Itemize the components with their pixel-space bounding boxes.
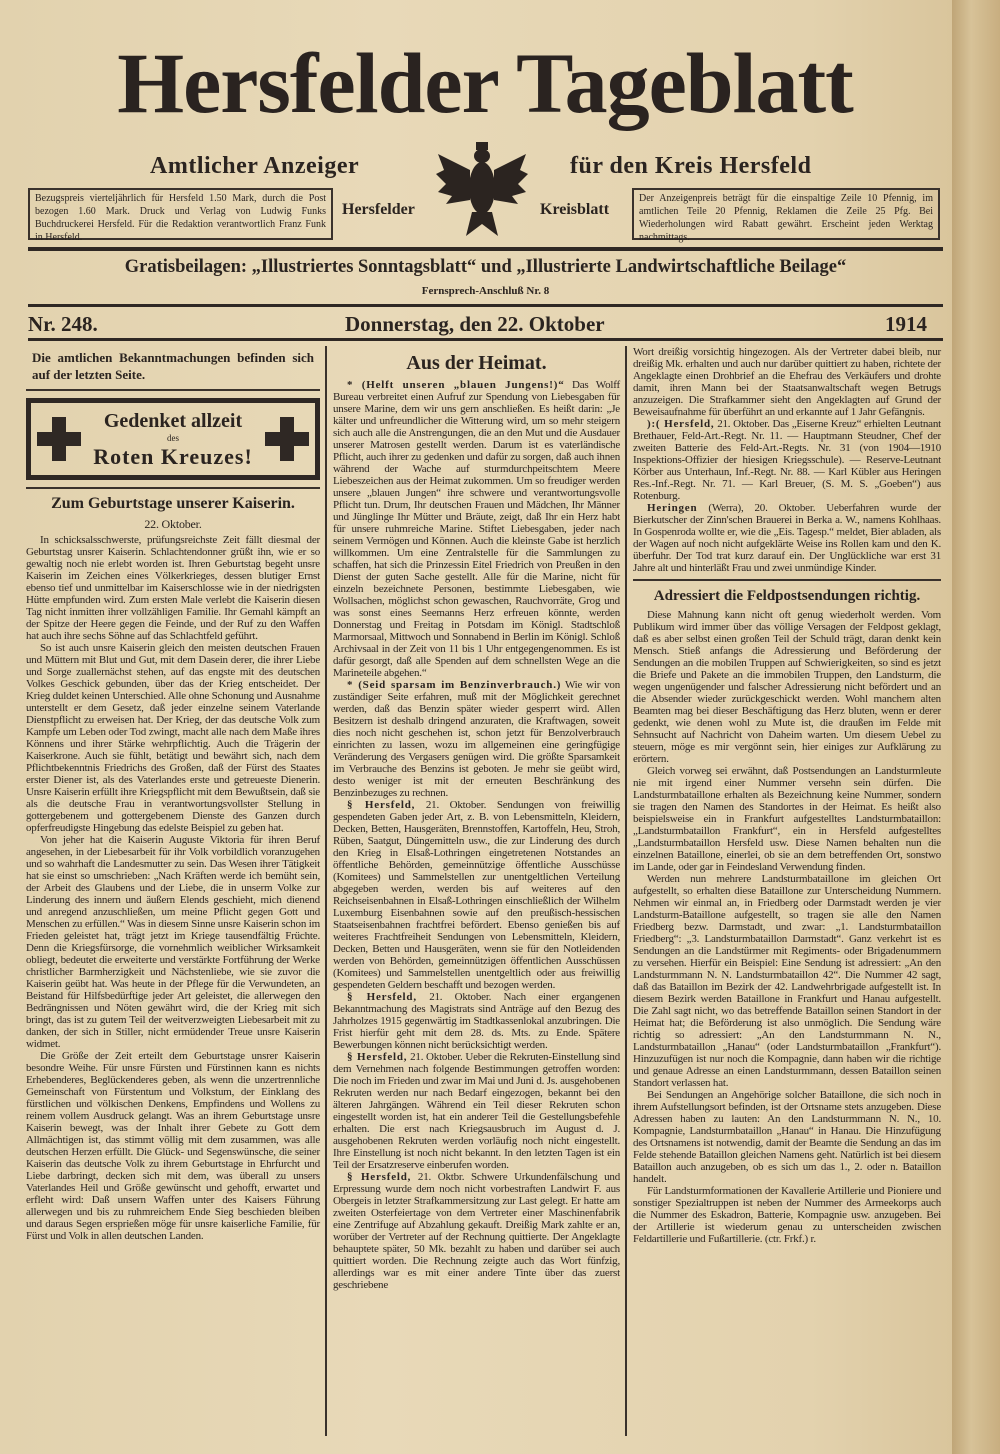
paragraph: Werden nun mehrere Landsturmbataillone im gleichen Ort aufgestellt, so erhalten diese Bataillone zur Unterscheidung Nummern. Nehmen wir einmal an, in Friedberg oder Darmstadt werden je vier Landsturm-Bataillone aufgestellt, so tragen sie alle den Namen Friedberg bezw. Darmstadt, und zwar: „1. Landsturmbataillon Friedberg“: „3. Landsturmbataillon Darmstadt“. Ganz verkehrt ist es Sendungen an die Landstürmer mit Regiments- oder Brigadenummern zu versehen. Hierfür ein Beispiel: Eine Sendung ist adressiert: „An den Landsturmmann N. N. Landsturmbataillon 42“. Die Nummer 42 sagt, daß das Bataillon im Bezirk der 42. Landwehrbrigade aufgestellt ist. In diesem Bezirk werden Bataillone in Frankfurt und Hanau aufgestellt. Die Zahl sagt nicht, wo das betreffende Bataillon seinen Standort in der Heimat hat; die Beförderung ist also unmöglich. Die Sendung wäre richtig so adressiert: „An den Landsturmmann N. N., Landsturmbataillon „Hanau“ (oder Landsturmbataillon „Frankfurt“). Hinzuzufügen ist nur noch die Kompagnie, dann haben wir die richtige und genaue Adresse an einen Landsturmmann, dessen Bataillon seinen Standort verlassen hat. [633,873,941,1089]
news-item: ):( Hersfeld, 21. Oktober. Das „Eiserne Kreuz“ erhielten Leutnant Brethauer, Feld-Art.-Regt. Nr. 11. — Hauptmann Steudner, Chef der zweiten Batterie des Feld-Art.-Regts. Nr. 31 (von 1904—1910 Inspektions-Offizier der hiesigen Kriegsschule). — Reserve-Leutnant Körber aus Unterhaun, Inf.-Regt. Nr. 88. — Karl Kübler aus Heringen Res.-Inf.-Regt. Nr. 71. — Karl Breuer, (S. M. S. „Goeben“) aus Rotenburg. [633,418,941,502]
cross-icon [265,417,309,461]
paragraph: Von jeher hat die Kaiserin Auguste Viktoria für ihren Beruf angesehen, in der Liebesarbeit für ihr Volk vorbildlich voranzugehen und so wahrhaft die Landesmutter zu sein. Das Wesen ihrer Tätigkeit hat sie einst so umschrieben: „Nach Kräften werde ich bemüht sein, der Arbeit des Glaubens und der Liebe, die in unserm Volke zur Linderung des innern und äußern Elends geschieht, mich dienend und anregend anzuschließen, um meine Pflicht gegen Gott und Menschen zu erfüllen.“ Was in diesem Sinne unsre Kaiserin schon im Frieden geleistet hat, trägt jetzt im Kriege tausendfältig Früchte. Denn die Kriegsfürsorge, die vornehmlich weiblicher Wirksamkeit obliegt, bedeutet die erweiterte und verstärkte Fortführung der Werke christlicher Barmherzigkeit und Nächstenliebe, wie sie zuvor die Kaiserin geübt hat. Was heute in der Pflege für die Verwundeten, an Beistand für Hilfsbedürftige jeder Art geleistet, die allerwegen den Bedrängnissen und Nöten gewährt wird, die der Krieg mit sich bringt, das ist zu gutem Teil der weitverzweigten Liebesarbeit mit zu danken, der sich in Stiller, nicht ermüdender Treue unsre Kaiserin widmet. [26,834,320,1050]
divider [28,247,943,251]
column-rule [625,346,627,1436]
section-title: Aus der Heimat. [406,352,547,374]
news-item: § Hersfeld, 21. Oktober. Ueber die Rekruten-Einstellung sind dem Vernehmen nach folgende Bestimmungen getroffen worden: Die noch im Frieden und zwar im Mai und Juni d. Js. ausgehobenen Rekruten werden nur nach Bedarf eingezogen, bekannt bei den älteren Jahrgängen. Während ein Teil dieser Rekruten schon eingestellt worden ist, hat ein anderer Teil die Gestellungsbefehle erhalten. Die erst nach Kriegsausbruch im August d. J. ausgehobenen Rekruten werden vorläufig noch nicht eingestellt. Ihre Einstellung ist noch nicht bekannt. In den letzten Tagen ist ein Teil der Ersatzreserve einberufen worden. [333,1051,620,1171]
news-item: Wort dreißig vorsichtig hingezogen. Als der Vertreter dabei bleib, nur dreißig Mk. erhalten und auch nur darüber quittiert zu haben, richtete der Angeklagte einen Drohbrief an die Ehefrau des Verkäufers und drohte damit, ihren Mann bei der Staatsanwaltschaft wegen Betrugs anzuzeigen. Die Strafkammer sieht den Angeklagten auf Grund der Beweisaufnahme für überführt an und erkannte auf 1 Jahr Gefängnis. [633,346,941,418]
emblem-label-left: Hersfelder [342,201,415,218]
masthead-subtitle-left: Amtlicher Anzeiger [150,153,360,179]
paragraph: Für Landsturmformationen der Kavallerie Artillerie und Pioniere und sonstiger Spezialtruppen ist neben der Nummer des Armeekorps auch die Nummer des Eskadron, Batterie, Kompagnie usw. anzugeben. Bei der Artillerie ist wiederum genau zu unterscheiden zwischen Feldartillerie und Fußartillerie. (ctr. Frkf.) r. [633,1185,941,1245]
issue-year: 1914 [885,312,927,336]
imperial-eagle-icon [432,140,532,240]
masthead-title: Hersfelder Tageblatt [117,35,853,131]
emblem-label-right: Kreisblatt [540,201,610,218]
article-title: Adressiert die Feldpostsendungen richtig. [653,588,921,604]
news-item: § Hersfeld, 21. Oktober. Nach einer ergangenen Bekanntmachung des Magistrats sind Anträge auf den Bezug des Jahrholzes 1915 gegenwärtig im Stadtkassenlokal anzubringen. Die Frist hierfür geht mit dem 28. ds. Mts. zu Ende. Spätere Bewerbungen können nicht berücksichtigt werden. [333,991,621,1051]
paragraph: Diese Mahnung kann nicht oft genug wiederholt werden. Vom Publikum wird immer über das völlige Versagen der Feldpost geklagt, daß es aber selbst einen großen Teil der Schuld trägt, daran denkt kein Mensch. Stieß anfangs die Adressierung und Beförderung der Sendungen an die mobilen Truppen auf Schwierigkeiten, so sind es jetzt die Briefe und Pakete an die immobilen Truppen, den Landsturm, die wegen ungenügender und falscher Adressierung nicht befördert und an die Absender wieder zurückgeschickt werden. Wohl manchem alten Beamten mag bei dieser Beschäftigung das Herz bluten, wenn er derer gedenkt, wie denen wohl zu Mute ist, die draußen im Felde mit Sehnsucht auf Nachricht von Daheim warten. Um diesem Uebel zu steuern, möge es mir vergönnt sein, hier einiges zur Aufklärung zu erörtern. [633,609,941,765]
ad-line-2: des [167,433,179,443]
advertising-rates-box: Der Anzeigenpreis beträgt für die einspaltige Zeile 10 Pfennig, im amtlichen Teile 20 Pfennig, Reklamen die Zeile 25 Pfg. Bei Wiederholungen wird Rabatt gewährt. Erscheint jeden Werktag nachmittags. [632,188,940,240]
cross-icon [37,417,81,461]
subscription-box: Bezugspreis vierteljährlich für Hersfeld 1.50 Mark, durch die Post bezogen 1.60 Mark. Druck und Verlag von Ludwig Funks Buchdruckerei Hersfeld. Für die Redaktion verantwortlich Franz Funk in Hersfeld. [28,188,333,240]
column-rule [325,346,327,1436]
divider [28,304,943,307]
divider [28,338,943,341]
paragraph: Gleich vorweg sei erwähnt, daß Postsendungen an Landsturmleute nie mit irgend einer Nummer versehn sein dürfen. Die Landsturmbataillone erhalten als Bezeichnung keine Nummer, sondern sie tragen den Namen des Standortes in der Heimat. Es heißt also beispielsweise ein in Frankfurt aufgestelltes Landsturmbataillon: „Landsturmbataillon Frankfurt“, ein in Hersfeld aufgestelltes „Landsturmbataillon Hersfeld usw. Diese Namen behalten nun die einzelnen Bataillone, einerlei, ob sie an dem betreffenden Ort, sonstwo im Lande, oder gar in Feindesland Verwendung finden. [633,765,941,873]
news-item: * (Helft unseren „blauen Jungens!)“ Das Wolff Bureau verbreitet einen Aufruf zur Spendung von Liebesgaben für unsere Marine, dem wir uns gern anschließen. Es heißt darin: „Je kälter und unfreundlicher die Witterung wird, um so mehr steigern sich auch alle die Anstrengungen, die an den Mut und die Ausdauer unserer Matrosen gestellt werden. Darum ist es vaterländische Pflicht, auch ihrer zu gedenken und dafür zu sorgen, daß auch ihnen während der Wache auf sturmdurchpeitschtem Meere Liebeszeichen aus der Heimat zukommen. Um so freudiger werden unsere „blauen Jungen“ ihre schwere und verantwortungsvolle Pflicht tun. Drum, Ihr deutschen Frauen und Mädchen, Ihr Männer und Jünglinge Ihr Mütter und Bräute, zeigt, daß Ihr ein Herz habt für unsere ruhmreiche Marine. Stiftet Liebesgaben, jeder nach seinem Vermögen und Können. Auch die kleinste Gabe ist herzlich willkommen. Um eine Zentralstelle für die Sammlungen zu schaffen, hat sich die Prinzessin Eitel Friedrich von Preußen in den Dienst der guten Sache gestellt. Alle für die Marine, nicht für einzeln bezeichnete Personen, bestimmte Liebesgaben, wie Wollsachen, möglichst schon gewaschen, Rauchvorräte, Grog und was sonst eines Seemanns Herz erfreuen könnte, werden Donnerstag und Freitag in Potsdam im Königl. Stadtschloß Marmorsaal, Mittwoch und Sonnabend in Berlin im Königl. Schloß Archivsaal in der Zeit von 11 bis 1 Uhr entgegengenommen. Es ist dafür gesorgt, daß alle Spenden auf dem schnellsten Wege an die Marineteile abgehen.“ [333,379,620,679]
paragraph: In schicksalsschwerste, prüfungsreichste Zeit fällt diesmal der Geburtstag unsrer Kaiserin. Schlachtendonner grüßt ihn, wie er so gewaltig noch nie erlebt worden ist. Ihren Geburtstag begeht unsre Kaiserin im Zeichen eines Völkerkrieges, dessen blutiger Ernst ebenso tief und unmittelbar im Kaiserschlosse wie in der niedrigsten Hütte empfunden wird. Zum ersten Male verlebt die Kaiserin diesen Tag nicht inmitten ihrer vollzähligen Familie. Ihr Gemahl kämpft an der Spitze der Heere gegen die Feinde, und der Ruf zu den Waffen hat auch ihre sechs Söhne auf das Schlachtfeld geführt. [26,534,320,642]
paragraph: So ist auch unsre Kaiserin gleich den meisten deutschen Frauen und Müttern mit Blut und Gut, mit dem Dasein derer, die ihrer Liebe und Sorge zuallernächst stehen, auf das engste mit des deutschen Volkes Geschick gebunden, über das der Krieg entscheidet. Der Krieg duldet keinen Unterschied. Alle ohne Schonung und Ausnahme unterstellt er dem Gesetz, daß jeder einzelne seinem Vaterlande Dienstpflicht zu erweisen hat. Der Krieg, der das deutsche Volk zum Kampfe um Leben oder Tod zwingt, macht alle nach dem Maße ihres Könnens und ihrer Stärke wehrpflichtig. Auch die Trägerin der Kaiserkrone. Auch sie fühlt, betätigt und bewährt sich, nach dem Pflichtbekenntnis Friedrichs des Großen, daß der Fürst des Staates erster Diener ist, als des Vaterlandes erste und getreueste Dienerin. Unsre Kaiserin erfüllt ihre Kriegspflicht mit dem Bewußtsein, daß sie als die deutsche Frau in verantwortungsvollster Stellung in gottergebenem und gottergebenem Dienste des Ganzen durch opferfreudigste Hingebung das edelste Beispiel zu geben hat. [26,642,320,834]
divider [26,487,320,489]
paragraph: Bei Sendungen an Angehörige solcher Bataillone, die sich noch in ihrem Aufstellungsort befinden, ist der Ortsname stets anzugeben. Diese Adressen haben zu lauten: An den Landsturmmann N. N., 10. Kompagnie, Landsturmbataillon „Hanau“ in Hanau. Die Hinzufügung des Ortsnamens ist notwendig, damit der Beamte die Sendung an das im Felde stehende Bataillon gleichen Namens geht. Natürlich ist bei diesem Bataillon auch anzugeben, ob es sich um das 1., 2. oder n. Bataillon handelt. [633,1089,941,1185]
column-3 [633,346,941,1245]
ad-line-3: Roten Kreuzes! [93,444,253,469]
phone-line: Fernsprech-Anschluß Nr. 8 [421,285,550,297]
ad-line-1: Gedenket allzeit [103,410,243,432]
news-item: Heringen (Werra), 20. Oktober. Ueberfahren wurde der Bierkutscher der Zinn'schen Brauerei in Berka a. W., namens Kohlhaas. In Gospenroda wollte er, wie die „Eis. Tagesp.“ meldet, Bier abladen, als der Wagen auf noch nicht aufgeklärte Weise ins Rollen kam und den K. überfuhr. Der Tod trat kurz darauf ein. Der Unglückliche war erst 31 Jahre alt und hinterläßt Frau und zwei unmündige Kinder. [633,502,941,574]
paragraph: Die Größe der Zeit erteilt dem Geburtstage unsrer Kaiserin besondre Weihe. Für unsre Fürsten und Fürstinnen kann es nichts Erhebenderes, Beglückenderes geben, als wenn die unzertrennliche Gemeinschaft von Fürstentum und Volkstum, der Einklang des fürstlichen und völkischen Denkens, Empfindens und Wollens zu reinem vollem Ausdruck gelangt. Was an ihrem Geburtstage unsre Kaiserin bewegt, was der Inhalt ihrer Gebete zu Gott dem Allmächtigen ist, das stimmt völlig mit dem zusammen, was alle deutschen Herzen erfüllt. Die Glück- und Segenswünsche, die seiner Kaiserin das deutsche Volk zu ihrem Geburtstage in Ehrfurcht und Liebe darbringt, decken sich mit dem, was überall zu unsers Vaterlandes Heil und Größe gewünscht und gehofft, erwartet und erfleht wird: Daß unsern Waffen unter des Kaisers Führung allerwegen und bis zu ruhmreichem Ende Sieg beschieden bleiben und daraus Segen ersprießen möge für unsre kaiserliche Familie, für Fürst und Volk in allen deutschen Landen. [26,1050,320,1242]
article-title: Zum Geburtstage unserer Kaiserin. [51,495,295,512]
news-item: § Hersfeld, 21. Oktober. Sendungen von freiwillig gespendeten Gaben jeder Art, z. B. von Lebensmitteln, Kleidern, Decken, Betten, Hausgeräten, Brennstoffen, Kartoffeln, Heu, Stroh, Rüben, Saatgut, Düngemitteln usw., die zur Linderung des durch den Krieg in Elsaß-Lothringen eingetretenen Notstandes an öffentliche Behörden, gemeinnützige öffentliche Ausschüsse (Komitees) und Sammelstellen zur unentgeltlichen Verteilung abgegeben werden, werden bis auf weiteres auf den Reichseisenbahnen in Elsaß-Lothringen einschließlich der Wilhelm Luxemburg Eisenbahnen sowie auf den preußisch-hessischen Staatseisenbahnen frachtfrei befördert. Ebenso genießen bis auf weiteres Frachtfreiheit Sendungen von Lebensmitteln, Kleidern, Decken, Betten und Hausgeräten, wenn sie für den Notleidenden werden von Behörden, gemeinnützigen öffentlichen Ausschüssen (Komitees) und Sammelstellen unentgeltlich oder aus freiwillig gespendeten Geldern beschafft und bezogen werden. [333,799,620,991]
supplements-line: Gratisbeilagen: „Illustriertes Sonntagsblatt“ und „Illustrierte Landwirtschaftliche Beilage“ [124,257,847,277]
column-1 [26,346,320,1242]
news-item: * (Seid sparsam im Benzinverbrauch.) Wie wir von zuständiger Seite erfahren, muß mit der Möglichkeit gerechnet werden, daß das Benzin später wieder gesperrt wird. Allen Besitzern ist deshalb dringend anzuraten, die Kraftwagen, soweit dies noch nicht geschehen ist, schon jetzt für Benzolverbrauch einrichten zu lassen, wozu im allgemeinen eine geringfügige Veränderung des Vergasers genügen wird. Die größte Sparsamkeit im Verbrauche des Benzins ist geboten. Je mehr sie geübt wird, desto weniger ist mit der erneuten Beschränkung des Benzinbezuges zu rechnen. [333,679,620,799]
article-date: 22. Oktober. [144,517,202,531]
issue-number: Nr. 248. [28,312,98,336]
masthead-subtitle-right: für den Kreis Hersfeld [570,153,812,179]
issue-date: Donnerstag, den 22. Oktober [345,312,605,336]
page-edge [952,0,1000,1454]
divider [633,579,941,581]
official-notice: Die amtlichen Bekanntmachungen befinden sich auf der letzten Seite. [26,346,320,391]
column-2 [333,346,620,1291]
news-item: § Hersfeld, 21. Oktbr. Schwere Urkundenfälschung und Erpressung wurde dem noch nicht vorbestraften Landwirt F. aus Obergeis in letzter Strafkammersitzung zur Last gelegt. Er hatte am zweiten Osterfeiertage von dem Vertreter einer Maschinenfabrik eine Zentrifuge auf Abzahlung gekauft. Dreißig Mark zahlte er an, worüber der Vertreter auf der Rechnung quittierte. Der Angeklagte behauptete später, 50 Mk. bezahlt zu haben und darüber sei auch quittiert worden. Die Rechnung zeigte auch das Wort fünfzig, allerdings war es mit einer andere Tinte über das zuerst geschriebene [333,1171,620,1291]
red-cross-ad [26,398,320,480]
